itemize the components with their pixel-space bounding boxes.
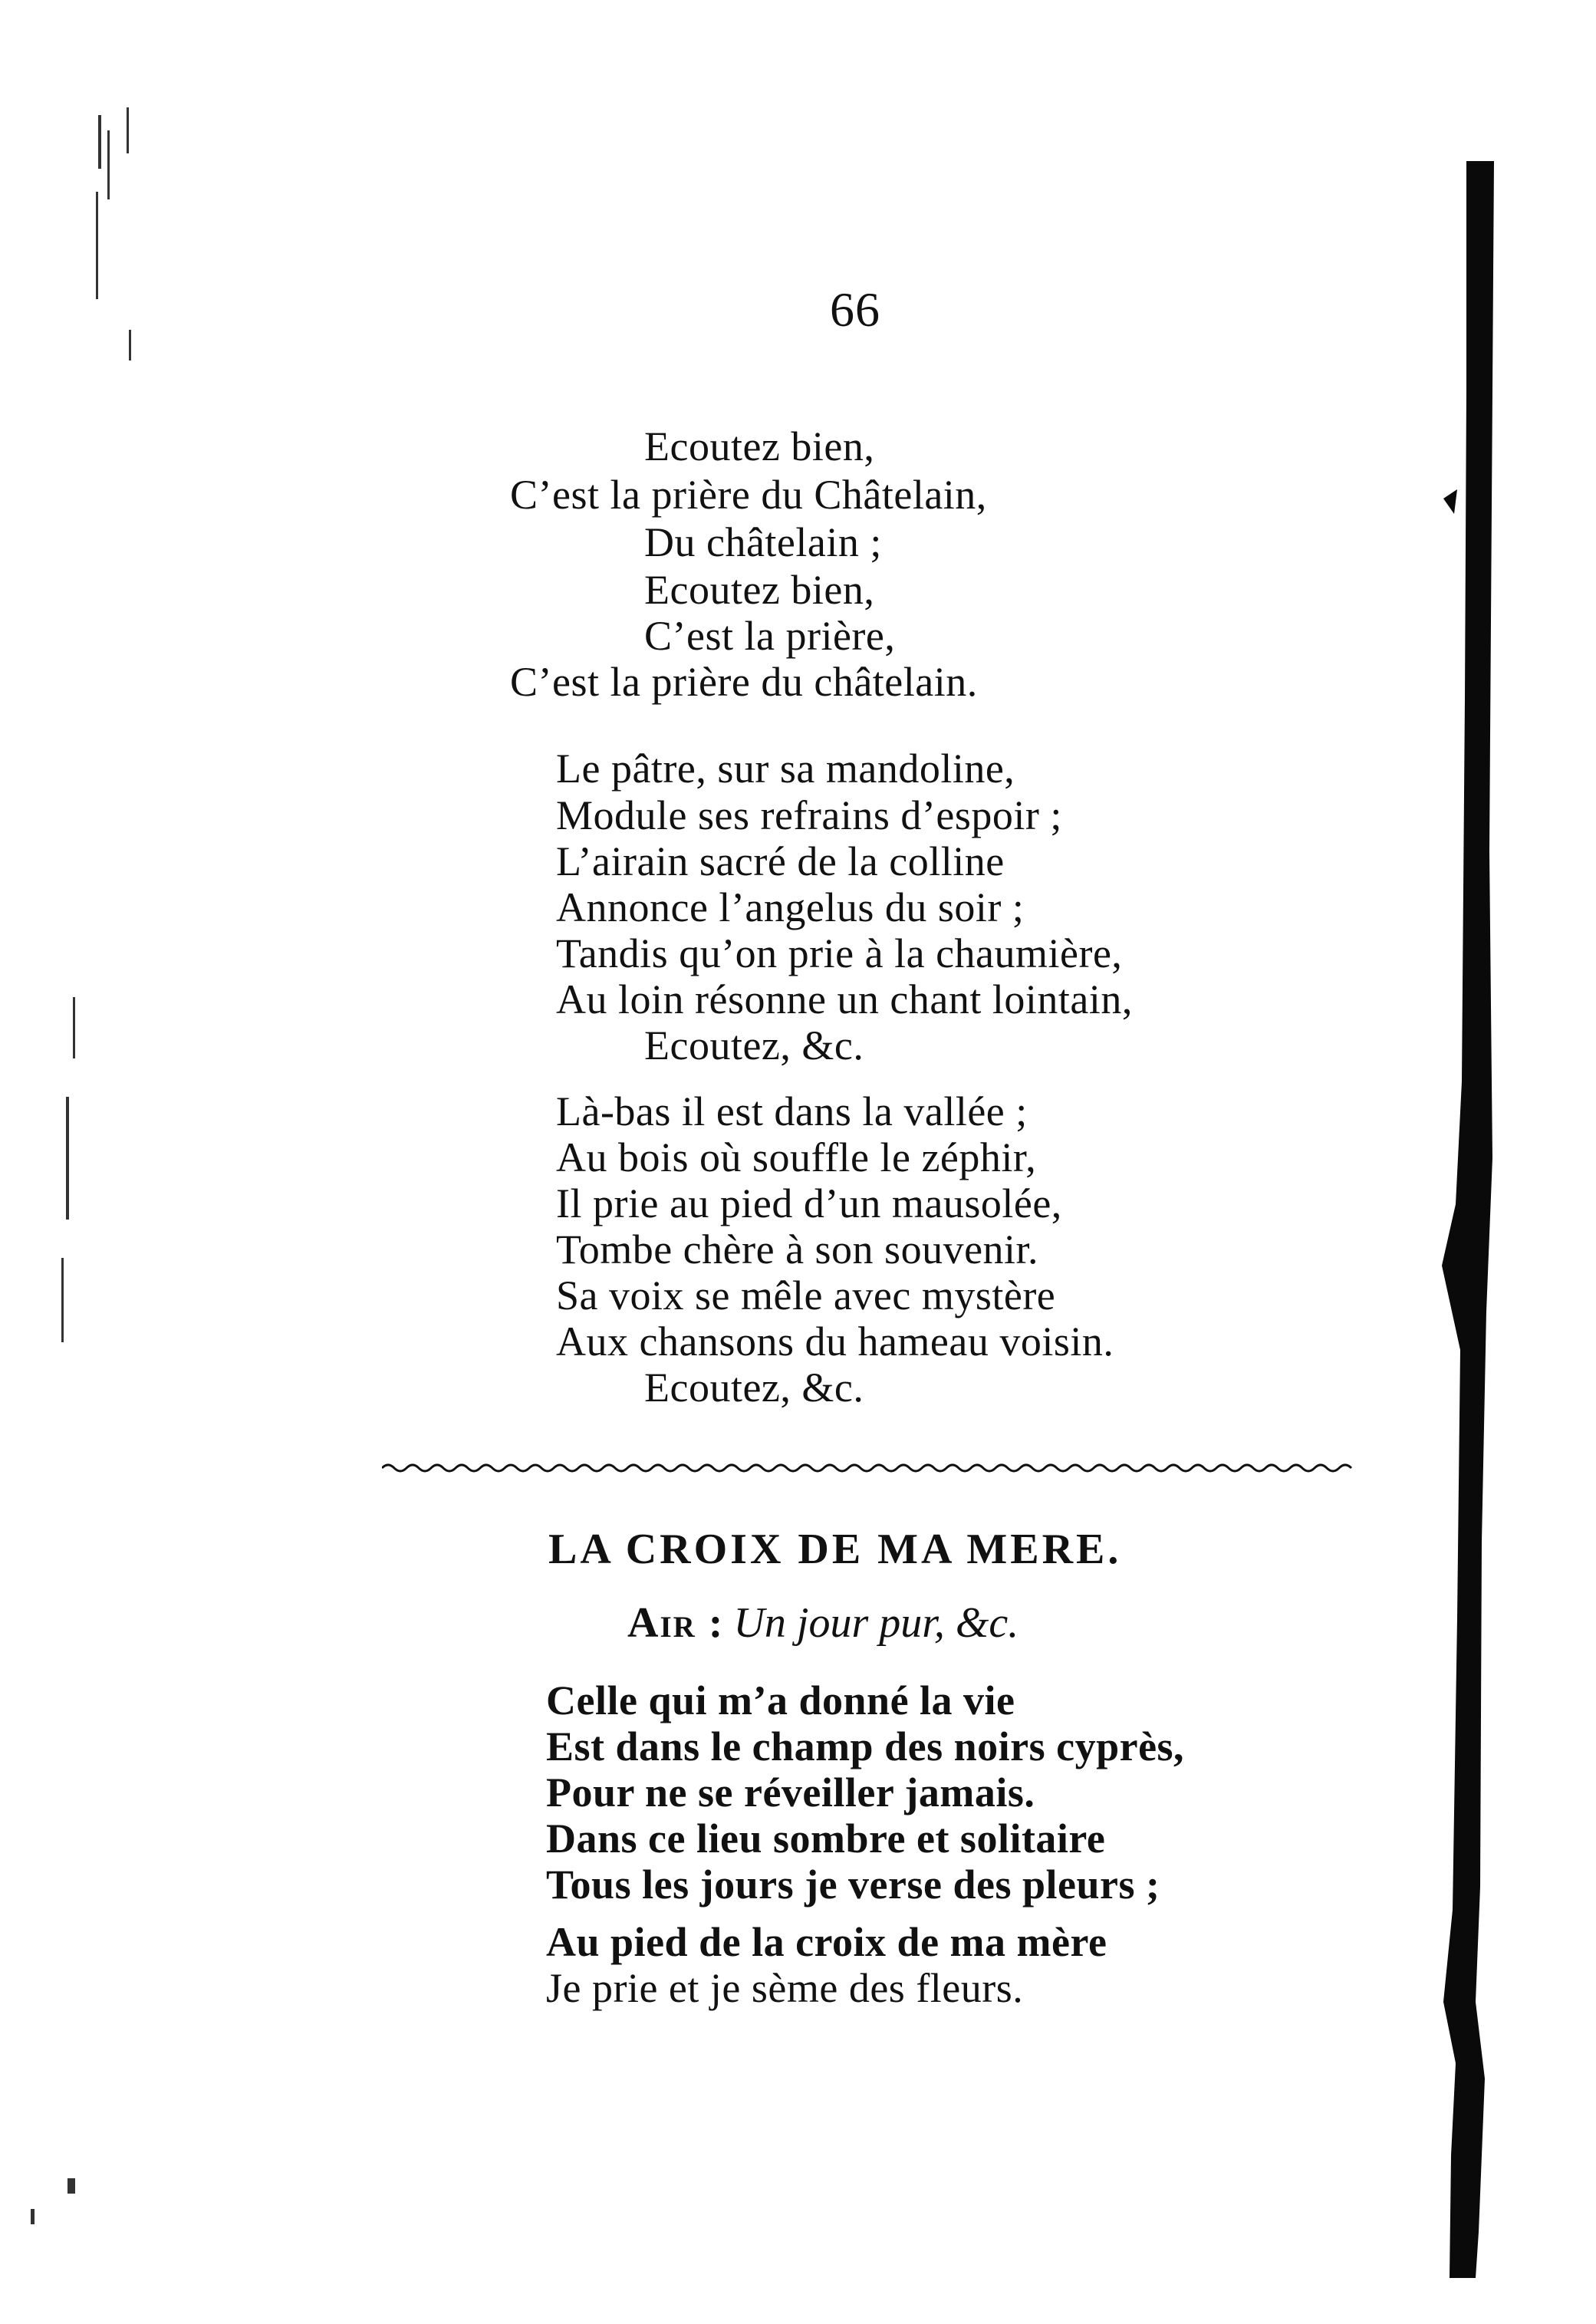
verse-line: Sa voix se mêle avec mystère [556, 1272, 1056, 1318]
verse-line: Ecoutez bien, [644, 567, 875, 613]
scan-speck [73, 997, 75, 1058]
verse-line: Dans ce lieu sombre et solitaire [546, 1815, 1106, 1862]
verse-line: L’airain sacré de la colline [556, 838, 1005, 884]
binding-edge [1396, 161, 1511, 2278]
verse-line: Le pâtre, sur sa mandoline, [556, 746, 1015, 792]
verse-line: Tombe chère à son souvenir. [556, 1226, 1039, 1272]
verse-line: Tous les jours je verse des pleurs ; [546, 1862, 1160, 1908]
scan-speck [67, 2178, 75, 2194]
wavy-divider [382, 1459, 1356, 1474]
verse-line: Du châtelain ; [644, 519, 882, 565]
verse-line: C’est la prière, [644, 613, 896, 659]
song-title: LA CROIX DE MA MERE. [548, 1526, 1122, 1573]
verse-line: Je prie et je sème des fleurs. [546, 1965, 1024, 2011]
scan-speck [98, 115, 101, 169]
scan-speck [66, 1097, 69, 1220]
verse-line: C’est la prière du châtelain. [510, 659, 978, 705]
scan-speck [61, 1258, 64, 1342]
air-label: Air : [627, 1599, 725, 1647]
verse-line: Pour ne se réveiller jamais. [546, 1769, 1035, 1815]
verse-line: Est dans le champ des noirs cyprès, [546, 1723, 1185, 1769]
verse-line: Tandis qu’on prie à la chaumière, [556, 930, 1123, 976]
verse-line: Au pied de la croix de ma mère [546, 1919, 1107, 1965]
verse-line: Au bois où souffle le zéphir, [556, 1134, 1037, 1180]
verse-line: Il prie au pied d’un mausolée, [556, 1180, 1062, 1226]
verse-line: Là-bas il est dans la vallée ; [556, 1088, 1028, 1134]
verse-line: Ecoutez, &c. [644, 1022, 864, 1068]
air-line [627, 1599, 1019, 1647]
page-number: 66 [830, 282, 880, 337]
scan-speck [127, 107, 129, 153]
air-tune: Un jour pur, &c. [733, 1599, 1019, 1647]
scan-speck [31, 2209, 35, 2224]
verse-line: Ecoutez, &c. [644, 1364, 864, 1411]
scan-speck [129, 330, 131, 360]
scan-speck [107, 130, 110, 199]
verse-line: Annonce l’angelus du soir ; [556, 884, 1025, 930]
scan-speck [96, 192, 98, 299]
verse-line: Ecoutez bien, [644, 423, 875, 469]
verse-line: Au loin résonne un chant lointain, [556, 976, 1133, 1022]
verse-line: C’est la prière du Châtelain, [510, 472, 987, 518]
verse-line: Aux chansons du hameau voisin. [556, 1318, 1114, 1364]
verse-line: Module ses refrains d’espoir ; [556, 792, 1062, 838]
verse-line: Celle qui m’a donné la vie [546, 1677, 1015, 1723]
